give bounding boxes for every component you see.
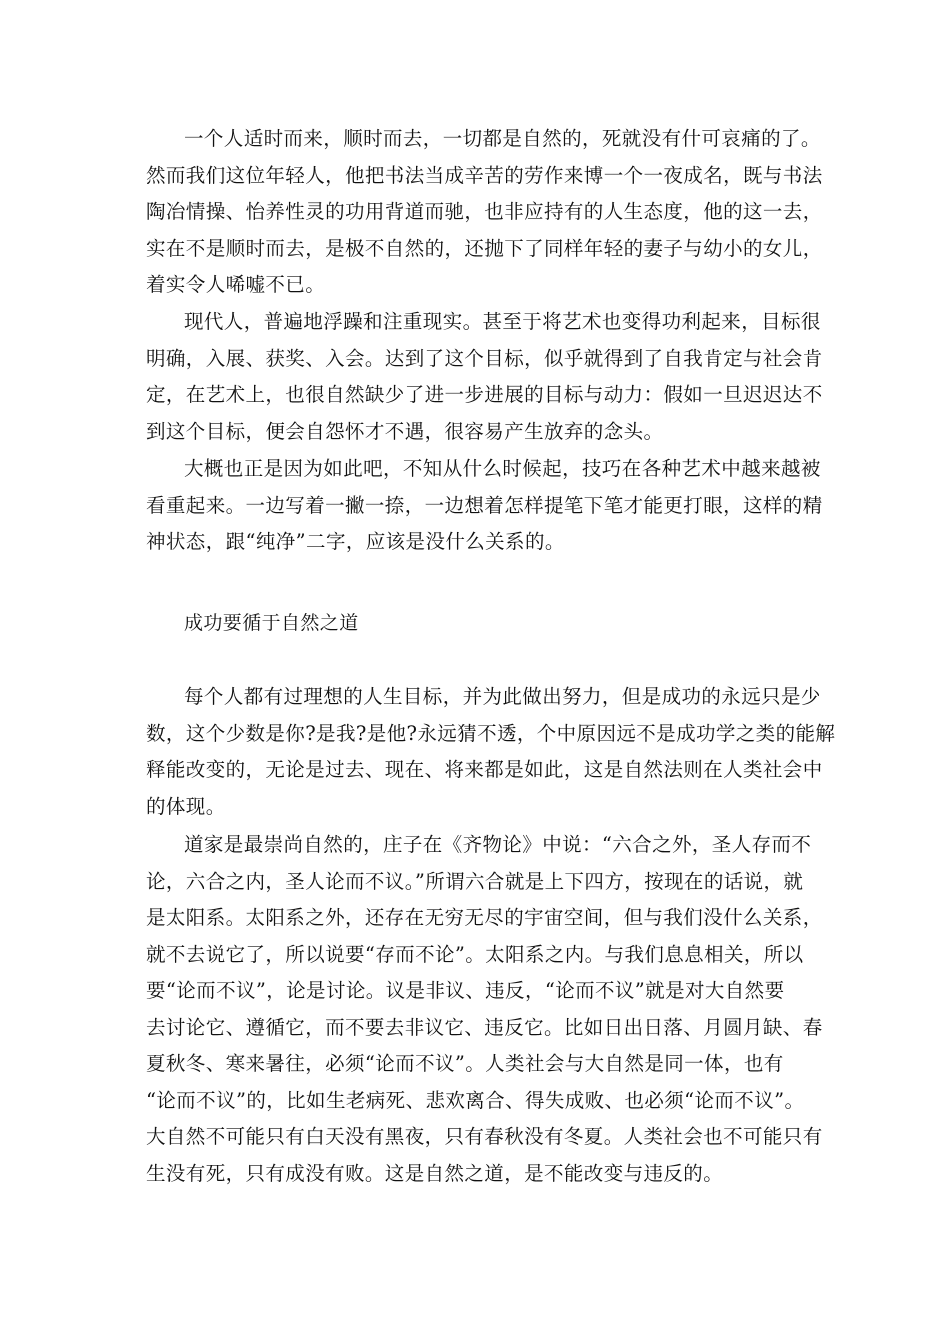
text-line: 着实令人唏嘘不已。 <box>146 273 326 296</box>
text-line: “论而不议”的，比如生老病死、悲欢离合、得失成败、也必须“论而不议”。 <box>146 1088 805 1112</box>
text-line: 然而我们这位年轻人，他把书法当成辛苦的劳作来博一个一夜成名，既与书法 <box>146 163 823 187</box>
text-line: 定，在艺术上，也很自然缺少了进一步进展的目标与动力：假如一旦迟迟达不 <box>146 383 823 406</box>
text-line: 夏秋冬、寒来暑往，必须“论而不议”。人类社会与大自然是同一体，也有 <box>146 1052 784 1075</box>
text-line: 实在不是顺时而去，是极不自然的，还抛下了同样年轻的妻子与幼小的女儿， <box>146 236 823 260</box>
paragraph-3 <box>146 451 823 561</box>
text-line: 到这个目标，便会自怨怀才不遇，很容易产生放弃的念头。 <box>146 419 664 443</box>
text-line: 神状态，跟“纯净”二字，应该是没什么关系的。 <box>146 530 565 553</box>
text-line: 看重起来。一边写着一撇一捺，一边想着怎样提笔下笔才能更打眼，这样的精 <box>146 493 823 517</box>
section-heading: 成功要循于自然之道 <box>184 612 359 634</box>
paragraph-1 <box>146 121 823 304</box>
text-line: 每个人都有过理想的人生目标，并为此做出努力，但是成功的永远只是少 <box>184 685 821 708</box>
text-line: 大概也正是因为如此吧，不知从什么时候起，技巧在各种艺术中越来越被 <box>184 457 821 480</box>
text-line: 是太阳系。太阳系之外，还存在无穷无尽的宇宙空间，但与我们没什么关系， <box>146 906 823 929</box>
text-line: 释能改变的，无论是过去、现在、将来都是如此，这是自然法则在人类社会中 <box>146 758 823 781</box>
text-line: 陶冶情操、怡养性灵的功用背道而驰，也非应持有的人生态度，他的这一去， <box>146 200 823 223</box>
text-line: 现代人，普遍地浮躁和注重现实。甚至于将艺术也变得功利起来，目标很 <box>184 310 821 333</box>
text-line: 论，六合之内，圣人论而不议。”所谓六合就是上下四方，按现在的话说，就 <box>146 869 804 893</box>
text-line: 生没有死，只有成没有败。这是自然之道，是不能改变与违反的。 <box>146 1161 724 1185</box>
text-line: 道家是最崇尚自然的，庄子在《齐物论》中说：“六合之外，圣人存而不 <box>184 833 812 856</box>
text-line: 的体现。 <box>146 794 226 818</box>
text-line: 去讨论它、遵循它，而不要去非议它、违反它。比如日出日落、月圆月缺、春 <box>146 1015 823 1039</box>
text-line: 明确，入展、获奖、入会。达到了这个目标，似乎就得到了自我肯定与社会肯 <box>146 346 823 370</box>
text-line: 大自然不可能只有白天没有黑夜，只有春秋没有冬夏。人类社会也不可能只有 <box>146 1125 823 1148</box>
paragraph-4 <box>146 679 836 825</box>
text-line: 要“论而不议”，论是讨论。议是非议、违反，“论而不议”就是对大自然要 <box>146 979 785 1002</box>
paragraph-5 <box>146 827 823 1192</box>
text-line: 数，这个少数是你?是我?是他?永远猜不透，个中原因远不是成功学之类的能解 <box>146 721 836 745</box>
text-line: 就不去说它了，所以说要“存而不论”。太阳系之内。与我们息息相关，所以 <box>146 942 804 966</box>
paragraph-2 <box>146 304 823 450</box>
text-line: 一个人适时而来，顺时而去，一切都是自然的，死就没有什可哀痛的了。 <box>184 127 821 150</box>
